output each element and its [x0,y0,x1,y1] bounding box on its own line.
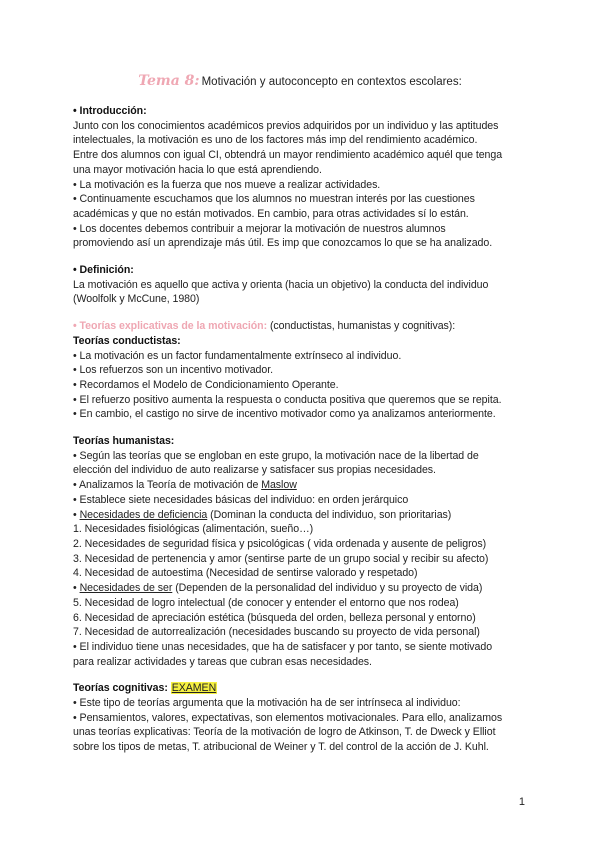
maslow-prefix: • Analizamos la Teoría de motivación de [73,479,262,492]
numbered-line: 2. Necesidades de seguridad física y psicológicas ( vida ordenada y ausente de peligros) [73,537,487,550]
heading-teorias-explicativas [73,319,533,334]
spacer [73,251,533,263]
bullet-mark: • [73,582,80,595]
paragraph-line: promoviendo así un aprendizaje más útil. Es imp que conozcamos lo que se ha analizado. [73,237,493,250]
teorias-heading-rest: (conductistas, humanistas y cognitivas): [267,320,456,333]
numbered-line: 4. Necesidad de autoestima (Necesidad de sentirse valorado y respetado) [73,567,418,580]
maslow-link: Maslow [261,479,297,492]
bullet-line: • Establece siete necesidades básicas del individuo: en orden jerárquico [73,493,409,506]
paragraph-line: una mayor motivación hacia lo que está aprendiendo. [73,163,322,176]
numbered-line: 1. Necesidades fisiológicas (alimentación, sueño…) [73,523,314,536]
teorias-heading-highlight: • Teorías explicativas de la motivación: [73,320,268,333]
bullet-line: • Los docentes debemos contribuir a mejorar la motivación de nuestros alumnos [73,222,446,235]
heading-cognitivas: Teorías cognitivas: [73,682,168,695]
numbered-line: 3. Necesidad de pertenencia y amor (sentirse parte de un grupo social y recibir su afecto) [73,552,489,565]
bullet-line: • Este tipo de teorías argumenta que la motivación ha de ser intrínseca al individuo: [73,697,461,710]
bullet-line: • Pensamientos, valores, expectativas, son elementos motivacionales. Para ello, analizamos [73,711,503,724]
heading-cognitivas-row [73,681,533,696]
heading-conductistas: Teorías conductistas: [73,334,181,347]
examen-highlight: EXAMEN [171,682,217,695]
numbered-line: 5. Necesidad de logro intelectual (de conocer y entender el entorno que nos rodea) [73,596,459,609]
tema-label: Tema 8: [138,73,200,89]
heading-definicion: • Definición: [73,264,134,277]
spacer [73,422,533,434]
bullet-line [73,478,533,493]
bullet-line: • Continuamente escuchamos que los alumnos no muestran interés por las cuestiones [73,193,475,206]
paragraph-line: intelectuales, la motivación es uno de los factores más imp del rendimiento académico. [73,134,478,147]
ser-label: Necesidades de ser [79,582,173,595]
bullet-line: • Según las teorías que se engloban en este grupo, la motivación nace de la libertad de [73,449,479,462]
bullet-line: • El individuo tiene unas necesidades, que ha de satisfacer y por tanto, se siente motivado [73,640,493,653]
heading-introduccion: • Introducción: [73,105,147,117]
spacer [73,307,533,319]
bullet-line: • El refuerzo positivo aumenta la respuesta o conducta positiva que queremos que se repita. [73,393,502,406]
bullet-mark: • [73,508,80,521]
numbered-line: 7. Necesidad de autorrealización (necesidades buscando su proyecto de vida personal) [73,626,480,639]
bullet-line [73,581,533,596]
deficiencia-label: Necesidades de deficiencia [79,508,208,521]
page-number: 1 [518,796,525,808]
bullet-line: • La motivación es un factor fundamentalmente extrínseco al individuo. [73,349,402,362]
paragraph-line: unas teorías explicativas: Teoría de la motivación de logro de Atkinson, T. de Dweck y Elliot [73,726,496,739]
paragraph-line: sobre los tipos de metas, T. atribucional de Weiner y T. del control de la acción de J. Kuhl. [73,741,489,754]
paragraph-line: La motivación es aquello que activa y orienta (hacia un objetivo) la conducta del individuo [73,278,489,291]
spacer [73,669,533,681]
document-body [73,104,533,755]
paragraph-line: académicas y que no están motivados. En cambio, para otras actividades sí lo están. [73,207,469,220]
paragraph-line: elección del individuo de auto realizarse y satisfacer sus propias necesidades. [73,464,436,477]
paragraph-line: Junto con los conocimientos académicos previos adquiridos por un individuo y las aptitudes [73,119,499,132]
heading-humanistas: Teorías humanistas: [73,435,175,448]
bullet-line: • En cambio, el castigo no sirve de incentivo motivador como ya analizamos anteriormente. [73,408,496,421]
paragraph-line: (Woolfolk y McCune, 1980) [73,293,200,306]
page-title [0,73,600,90]
bullet-line: • La motivación es la fuerza que nos mueve a realizar actividades. [73,178,381,191]
paragraph-line: Entre dos alumnos con igual CI, obtendrá un mayor rendimiento académico aquél que tenga [73,149,503,162]
bullet-line [73,508,533,523]
ser-desc: (Dependen de la personalidad del individuo y su proyecto de vida) [172,582,483,595]
deficiencia-desc: (Dominan la conducta del individuo, son prioritarias) [207,508,452,521]
paragraph-line: para realizar actividades y tareas que cubran esas necesidades. [73,655,372,668]
bullet-line: • Los refuerzos son un incentivo motivador. [73,364,274,377]
title-text: Motivación y autoconcepto en contextos escolares: [201,76,462,88]
bullet-line: • Recordamos el Modelo de Condicionamiento Operante. [73,378,339,391]
numbered-line: 6. Necesidad de apreciación estética (búsqueda del orden, belleza personal y entorno) [73,611,476,624]
